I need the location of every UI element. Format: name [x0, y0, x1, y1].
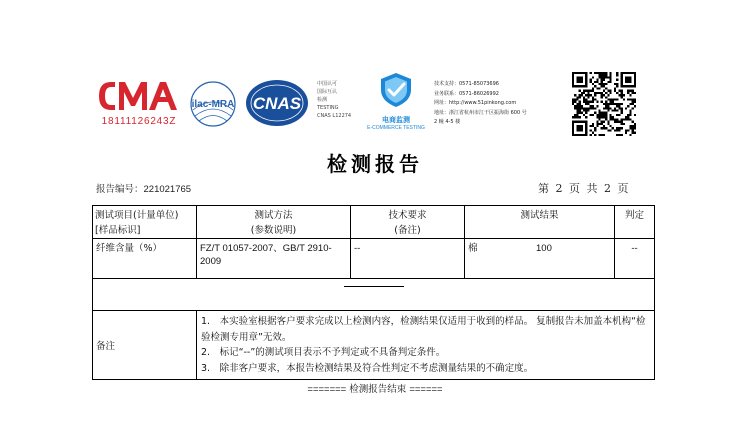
- ecommerce-en-label: E-COMMERCE TESTING: [367, 125, 425, 131]
- header-result: [465, 206, 615, 239]
- row-requirement: --: [351, 239, 465, 279]
- header-requirement-line2: (备注): [394, 225, 421, 236]
- qr-code: [572, 72, 636, 136]
- header-judgement: [615, 206, 655, 239]
- end-marks-right: ======: [409, 384, 443, 395]
- cnas-line: CNAS L12274: [317, 113, 352, 119]
- contact-line: 2 幢 4-5 楼: [434, 119, 461, 125]
- ilac-label: ilac-MRA: [191, 99, 235, 110]
- remark-item: 2. 标记“--”的测试项目表示不予判定或不具备判定条件。: [201, 347, 446, 358]
- table-row: [93, 239, 655, 279]
- header-item-line1: 测试项目(计量单位): [95, 210, 179, 221]
- ecommerce-cn-label: 电商监测: [382, 116, 410, 124]
- ilac-mra-logo: [187, 80, 239, 128]
- result-fiber: 棉: [468, 243, 478, 254]
- ecommerce-testing-logo: [364, 70, 428, 130]
- row-result: [465, 239, 615, 279]
- remark-item: 1. 本实验室根据客户要求完成以上检测内容，检测结果仅适用于收到的样品。 复制报告未加盖本机构“检验检测专用章”无效。: [201, 316, 646, 343]
- header-method: [197, 206, 351, 239]
- table-header-row: [93, 206, 655, 239]
- remarks-body: [197, 311, 655, 380]
- cnas-line: TESTING: [317, 105, 339, 111]
- contact-line: 技术支持：0571-85073696: [434, 81, 499, 87]
- cnas-line: 国际互认: [317, 89, 338, 95]
- row-item: 纤维含量（%）: [93, 239, 197, 279]
- row-judgement: --: [615, 239, 655, 279]
- row-method: FZ/T 01057-2007、GB/T 2910-2009: [197, 239, 351, 279]
- report-title: 检测报告: [327, 152, 423, 176]
- result-value: 100: [536, 243, 552, 254]
- shield-icon: [376, 70, 416, 110]
- end-text: 检测报告结束: [349, 384, 407, 395]
- end-of-items-line: [344, 286, 404, 287]
- cnas-label: CNAS: [252, 94, 302, 113]
- header-item-line2: [样品标识]: [95, 225, 141, 236]
- report-number: [96, 181, 191, 195]
- blank-row-cell: [93, 279, 655, 311]
- cnas-line: 检测: [317, 97, 328, 103]
- results-table: [92, 205, 655, 380]
- header-method-line2: (参数说明): [250, 225, 297, 236]
- end-marks-left: =======: [307, 384, 347, 395]
- contact-line: 地址：浙江省杭州市江干区振海街 600 号: [434, 109, 527, 116]
- blank-row: [93, 279, 655, 311]
- cnas-line: 中国认可: [317, 81, 338, 87]
- cma-logo: [97, 78, 181, 128]
- contact-info: [434, 80, 574, 128]
- remark-item: 3. 除非客户要求，本报告检测结果及符合性判定不考虑测量结果的不确定度。: [201, 362, 534, 374]
- page-info: 第 2 页 共 2 页: [538, 182, 629, 195]
- header-result-label: 测试结果: [520, 210, 559, 221]
- header-requirement-line1: 技术要求: [388, 210, 427, 221]
- cnas-logo: [244, 78, 310, 128]
- contact-line: 网址：http://www.51pinkong.com: [434, 100, 517, 106]
- header-judgement-label: 判定: [624, 210, 644, 221]
- header-requirement: [351, 206, 465, 239]
- report-number-value: 221021765: [143, 184, 192, 195]
- header-method-line1: 测试方法: [254, 210, 293, 221]
- header-item: [93, 206, 197, 239]
- report-number-label: 报告编号：: [96, 184, 144, 195]
- remarks-row: [93, 311, 655, 380]
- remarks-label: 备注: [93, 311, 197, 380]
- cma-number: 18111126243Z: [101, 116, 177, 127]
- header-logos: [0, 68, 750, 138]
- report-end-line: [0, 381, 750, 395]
- contact-line: 业务联系：0571-86026992: [434, 90, 499, 97]
- cnas-accreditation-text: [317, 80, 361, 120]
